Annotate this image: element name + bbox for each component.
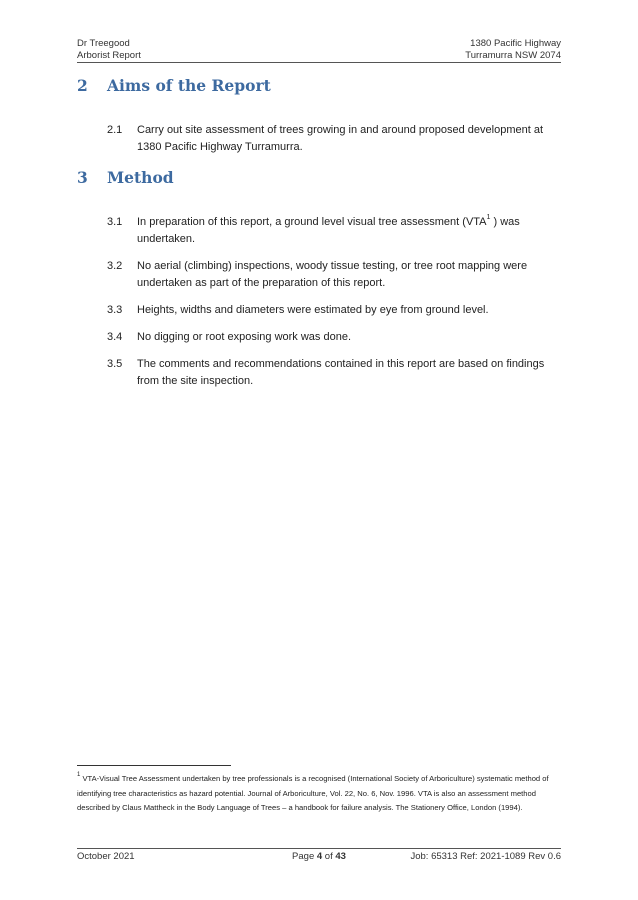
list-item bbox=[107, 214, 561, 248]
item-text: Heights, widths and diameters were estimated by eye from ground level. bbox=[137, 304, 489, 316]
page-current: 4 bbox=[316, 851, 323, 862]
list-item bbox=[107, 258, 561, 292]
list-item bbox=[107, 329, 561, 346]
item-text-part: In preparation of this report, a ground level visual tree assessment (VTA bbox=[137, 216, 487, 228]
item-text-part: ) was undertaken. bbox=[137, 216, 520, 245]
footer-divider bbox=[77, 848, 561, 849]
item-number: 3.5 bbox=[107, 358, 123, 370]
section-heading-aims bbox=[77, 76, 271, 95]
header-divider bbox=[77, 62, 561, 63]
section-heading-method bbox=[77, 168, 174, 187]
item-number: 2.1 bbox=[107, 124, 123, 136]
footnote-text: VTA-Visual Tree Assessment undertaken by tree professionals is a recognised (International Society of Arboriculture) systematic method of identifying tree characteristics as hazard potential. Journal of Arboriculture, Vol. 22, No. 6, Nov. 1996. VTA is also an assessment method described by Claus Mattheck in the Body Language of Trees – a handbook for failure analysis. The Stationery Office, London (1994). bbox=[77, 774, 549, 812]
footnote-divider bbox=[77, 765, 231, 766]
footer-job-reference: Job: 65313 Ref: 2021-1089 Rev 0.6 bbox=[410, 851, 561, 862]
footer-date: October 2021 bbox=[77, 851, 135, 862]
list-item bbox=[107, 302, 561, 319]
footnote bbox=[77, 772, 561, 816]
item-text: Carry out site assessment of trees growing in and around proposed development at 1380 Pacific Highway Turramurra. bbox=[137, 124, 544, 153]
list-item bbox=[107, 356, 561, 390]
item-number: 3.1 bbox=[107, 216, 123, 228]
list-item bbox=[107, 122, 561, 156]
footnote-marker: 1 bbox=[77, 772, 81, 779]
footnote-reference: 1 bbox=[486, 214, 491, 222]
item-number: 3.3 bbox=[107, 304, 123, 316]
page-total: 43 bbox=[335, 851, 346, 862]
section-number: 3 bbox=[77, 168, 88, 187]
header-report-type: Arborist Report bbox=[77, 50, 141, 61]
item-text: No aerial (climbing) inspections, woody tissue testing, or tree root mapping were undertaken as part of the preparation of this report. bbox=[137, 260, 528, 289]
item-number: 3.2 bbox=[107, 260, 123, 272]
item-text bbox=[137, 214, 561, 248]
item-number: 3.4 bbox=[107, 331, 123, 343]
item-text: The comments and recommendations contained in this report are based on findings from the site inspection. bbox=[137, 358, 545, 387]
section-title: Aims of the Report bbox=[107, 76, 271, 95]
page-of: of bbox=[322, 851, 336, 862]
section-title: Method bbox=[107, 168, 174, 187]
item-text: No digging or root exposing work was done. bbox=[137, 331, 352, 343]
header-author: Dr Treegood bbox=[77, 38, 130, 49]
section-number: 2 bbox=[77, 76, 88, 95]
header-address-line2: Turramurra NSW 2074 bbox=[465, 50, 561, 61]
page-prefix: Page bbox=[292, 851, 317, 862]
header-address-line1: 1380 Pacific Highway bbox=[470, 38, 561, 49]
header-left bbox=[77, 38, 141, 62]
header-right bbox=[465, 38, 561, 62]
